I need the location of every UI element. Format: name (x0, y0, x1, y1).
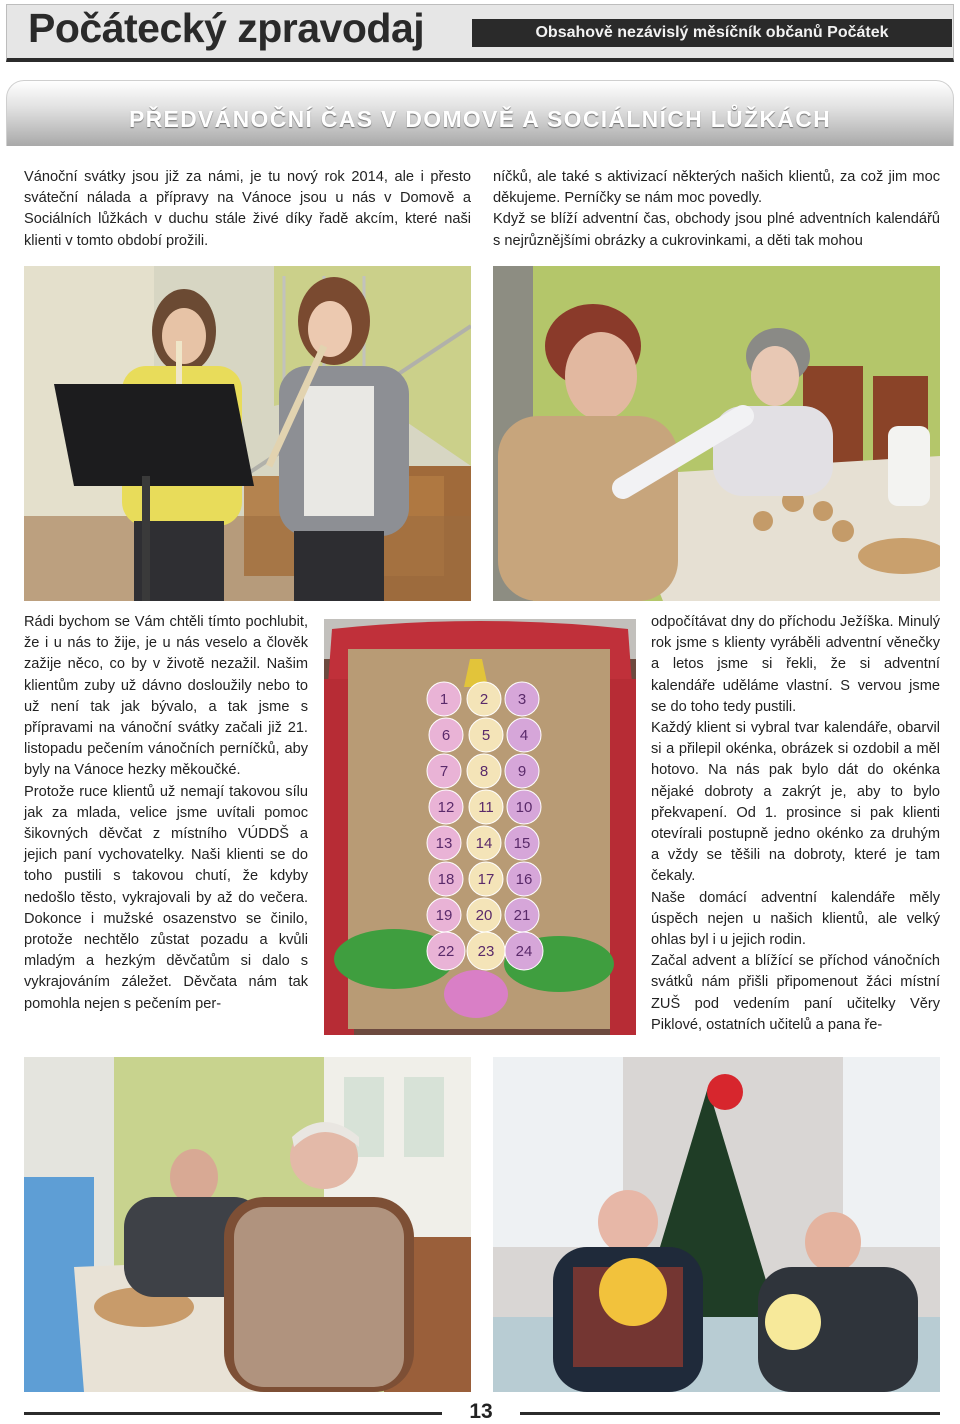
page-number: 13 (469, 1400, 493, 1423)
article-headline: PŘEDVÁNOČNÍ ČAS V DOMOVĚ A SOCIÁLNÍCH LŮŽKÁCH (128, 106, 832, 132)
right-column-top-text (493, 167, 940, 252)
paragraph: Naše domácí adventní kalendáře měly úspěch nejen u našich klientů, ale velký ohlas byl i u jejich rodin. (651, 889, 940, 949)
calendar-day-number: 14 (475, 835, 493, 852)
calendar-day-number: 19 (435, 907, 453, 924)
paragraph: Když se blíží adventní čas, obchody jsou plné adventních kalendářů s nejrůznějšími obrázky a cukrovinkami, a děti tak mohou (493, 211, 940, 249)
calendar-day-number: 7 (439, 763, 449, 780)
photo-christmas-tree (493, 1057, 940, 1392)
calendar-day-number: 20 (475, 907, 493, 924)
paragraph: Rádi bychom se Vám chtěli tímto pochlubit, že i u nás to žije, je u nás veselo a člověk zažije něco, co by v životě nezažil. Našim klientům zuby už dávno dosloužily nebo to už není tak jak bývalo, a tak jsme s přípravami na vánoční svátky začali již 21. listopadu pečením vánočních perníčků, aby byly na Vánoce hezky měkoučké. (24, 614, 308, 779)
calendar-day-number: 17 (477, 871, 495, 888)
calendar-day-number: 2 (479, 691, 489, 708)
calendar-day-number: 15 (513, 835, 531, 852)
paper-star (599, 1258, 667, 1326)
photo-men-cutting-cookies-illustration (24, 1057, 471, 1392)
calendar-day-number: 23 (477, 943, 495, 960)
paragraph: Každý klient si vybral tvar kalendáře, obarvil si a přilepil okénka, obrázek si ozdobil a měl hotovo. Na nás pak bylo dát do okénka nějaké dobroty a zakrýt je, aby to bylo překvapení. Od 1. prosince si pak klienti otevírali postupně jedno okénko za druhým a vždy se těšili na dobroty, které je tam čekaly. (651, 720, 940, 885)
left-column-text (24, 612, 308, 1015)
paragraph: Protože ruce klientů už nemají takovou sílu jak za mlada, velice jsme uvítali pomoc šikovných děvčat z místního VÚDDŠ a jejich paní vychovatelky. Naši klienti se do toho pustili s takovou chutí, že kdyby nedošlo těsto, vykrajovali by až do večera. Dokonce i mužské osazenstvo se činilo, protože nechtělo zůstat pozadu a kvůli mladým a hezkým děvčatům si dalo s vykrajováním záležet. Děvčata nám tak pomohla nejen s pečením per- (24, 783, 308, 1012)
newsletter-title: Počátecký zpravodaj (28, 5, 425, 51)
calendar-day-number: 8 (479, 763, 489, 780)
calendar-day-number: 6 (441, 727, 451, 744)
photo-men-cutting-cookies (24, 1057, 471, 1392)
photo-christmas-tree-illustration (493, 1057, 940, 1392)
calendar-day-number: 1 (439, 691, 449, 708)
calendar-day-number: 16 (515, 871, 533, 888)
flower (444, 970, 508, 1018)
right-column-text (651, 612, 940, 1036)
calendar-day-number: 4 (519, 727, 529, 744)
intro-text: Vánoční svátky jsou již za námi, je tu nový rok 2014, ale i přesto sváteční nálada a přípravy na Vánoce jsou u nás v Domově a Sociálních lůžkách v duchu stále živé díky řadě akcím, které naši klienti v tomto období prožili. (24, 169, 471, 249)
photo-girls-playing-flutes-illustration (24, 266, 471, 601)
paragraph: níčků, ale také s aktivizací některých našich klientů, za což jim moc děkujeme. Perníčky se nám moc povedly. (493, 169, 940, 207)
photo-advent-calendar (324, 619, 636, 1035)
calendar-day-number: 12 (437, 799, 455, 816)
paper-star (765, 1294, 821, 1350)
calendar-day-number: 13 (435, 835, 453, 852)
paragraph: odpočítávat dny do příchodu Ježíška. Minulý rok jsme s klienty vyráběli adventní věnečky a letos jsme si řekli, že si adventní kalendáře uděláme vlastní. S vervou jsme se do toho tedy pustili. (651, 614, 940, 715)
calendar-day-number: 21 (513, 907, 531, 924)
calendar-day-number: 5 (481, 727, 491, 744)
advent-calendar-illustration (324, 619, 636, 1035)
photo-clients-baking-illustration (493, 266, 940, 601)
calendar-day-number: 18 (437, 871, 455, 888)
calendar-day-number: 24 (515, 943, 533, 960)
photo-girls-playing-flutes (24, 266, 471, 601)
calendar-discs (427, 682, 543, 970)
newsletter-tagline: Obsahově nezávislý měsíčník občanů Počátek (472, 19, 952, 47)
paragraph: Začal advent a blížící se příchod vánočních svátků nám přišli připomenout žáci místní ZUŠ pod vedením paní učitelky Věry Piklové, ostatních učitelů a pana ře- (651, 953, 940, 1033)
photo-clients-baking (493, 266, 940, 601)
calendar-day-number: 22 (437, 943, 455, 960)
calendar-day-number: 10 (515, 799, 533, 816)
calendar-day-number: 3 (517, 691, 527, 708)
calendar-day-number: 11 (478, 799, 494, 816)
calendar-day-number: 9 (517, 763, 527, 780)
intro-paragraph (24, 167, 471, 252)
